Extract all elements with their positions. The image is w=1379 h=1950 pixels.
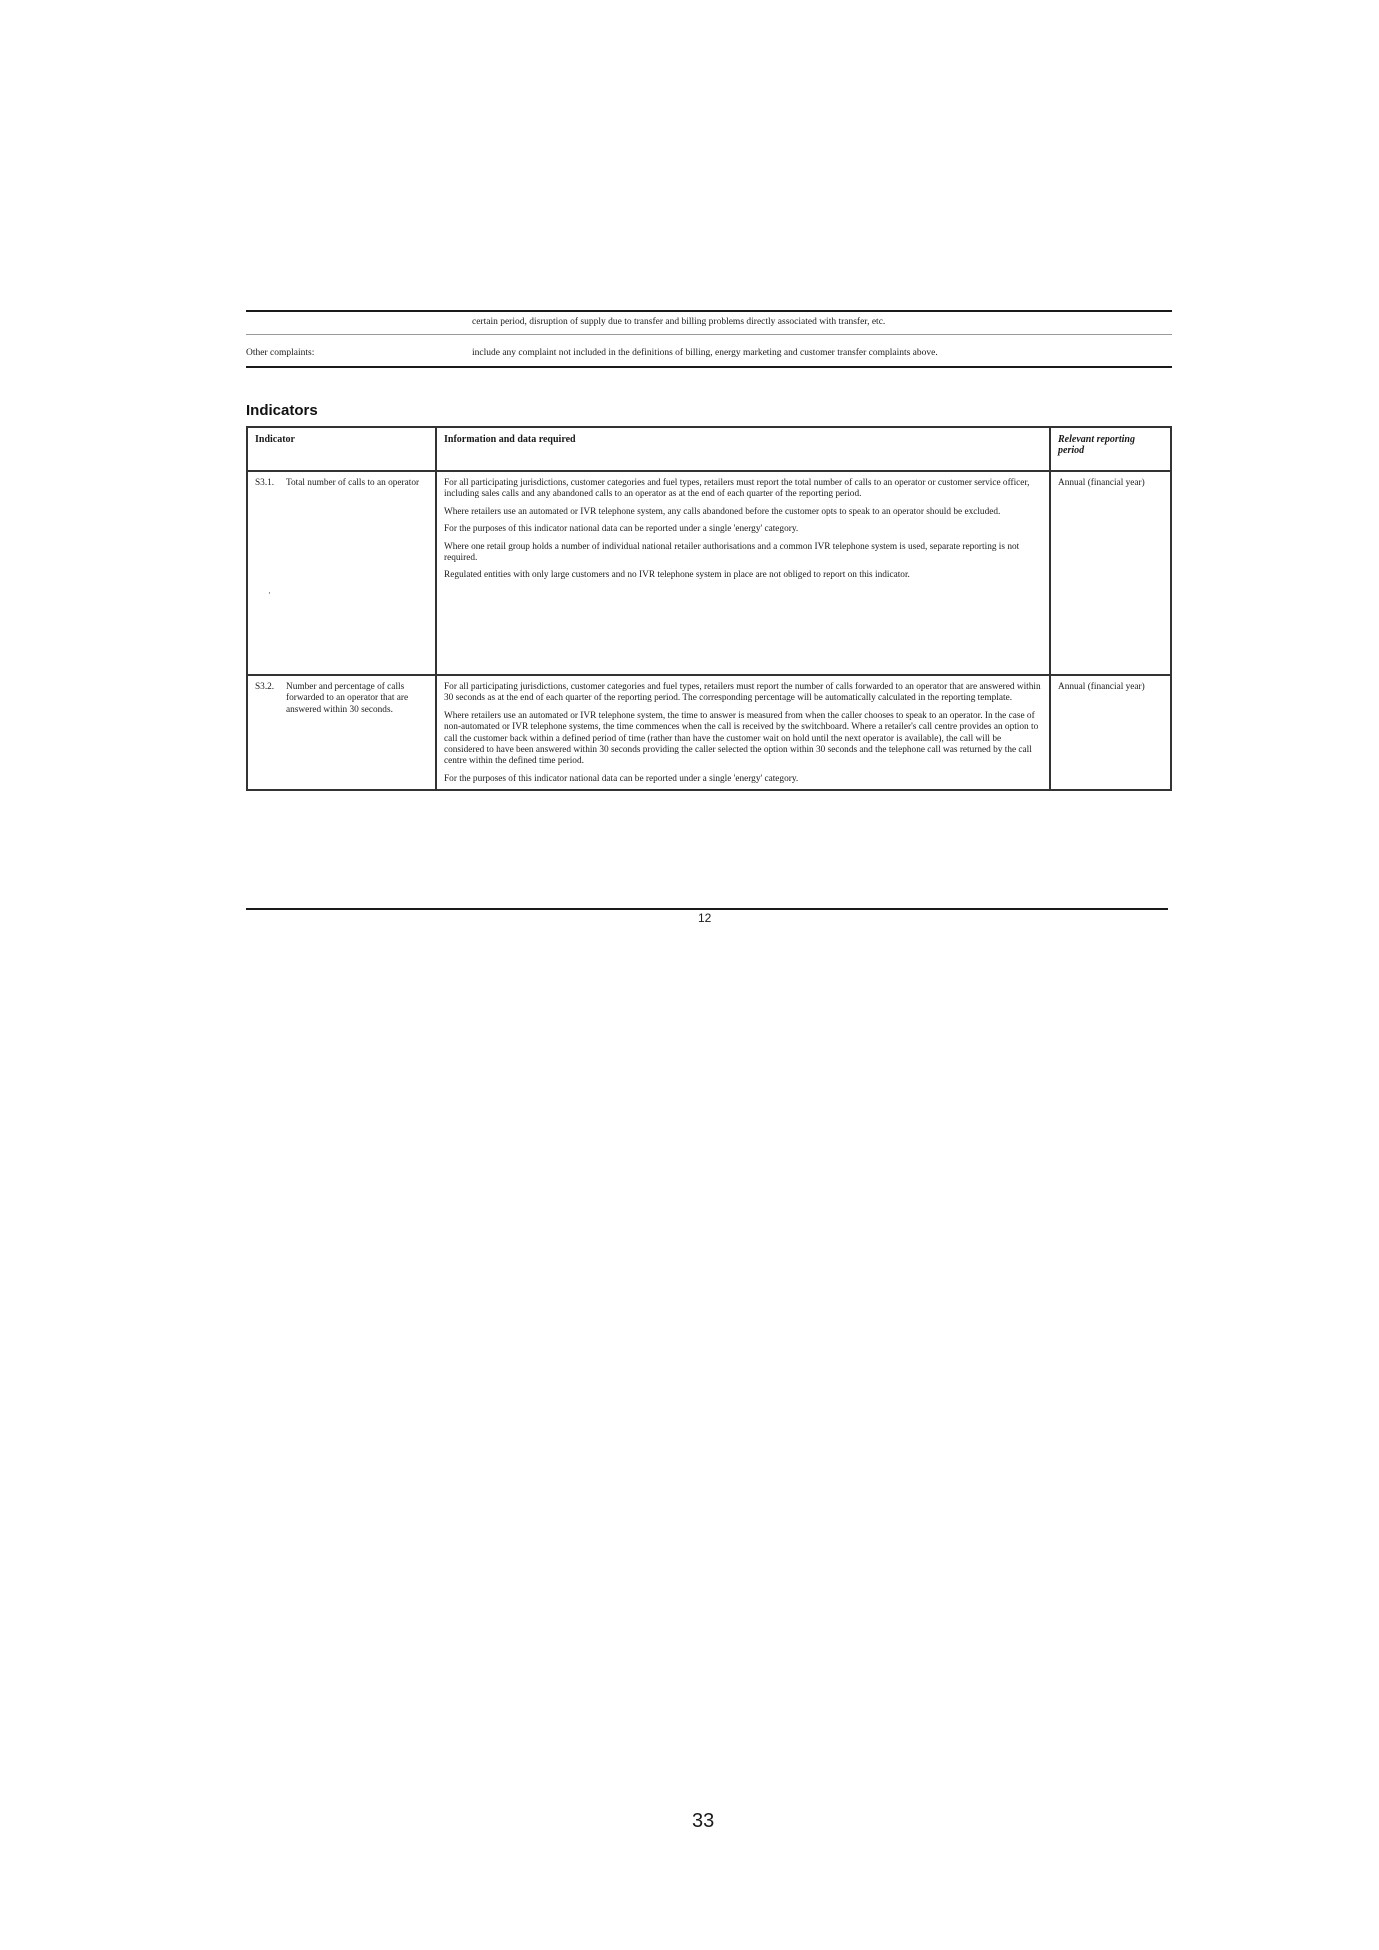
header-indicator: Indicator [247,427,436,471]
section-heading: Indicators [246,402,318,419]
definition-divider [246,334,1172,335]
definitions-bottom-rule [246,366,1172,368]
header-info: Information and data required [436,427,1050,471]
table-row [247,471,1171,675]
period-cell: Annual (financial year) [1050,471,1171,675]
footer-rule [246,908,1168,910]
info-paragraph: Where one retail group holds a number of individual national retailer authorisations and a common IVR telephone system is used, separate reporting is not required. [444,541,1020,564]
info-paragraph: Where retailers use an automated or IVR telephone system, the time to answer is measured from when the caller chooses to speak to an operator. In the case of non-automated or IVR telephone systems, the time commences when the call is received by the switchboard. Where a retailer's call centre provides an option to call the customer back within a defined period of time (rather than have the customer wait on hold until the next operator is available), the call will be considered to have been answered within 30 seconds providing the caller selected the option within 30 seconds and the telephone call was returned by the call centre within the defined time period. [444,710,1039,767]
indicator-cell [247,675,436,790]
page-number: 33 [692,1810,715,1832]
definition-text: include any complaint not included in the definitions of billing, energy marketing and customer transfer complaints above. [472,348,938,358]
period-cell: Annual (financial year) [1050,675,1171,790]
indicator-id: S3.1. [255,478,275,488]
indicator-name: Number and percentage of calls forwarded to an operator that are answered within 30 seconds. [286,682,409,715]
info-paragraph: For the purposes of this indicator national data can be reported under a single 'energy' category. [444,524,799,535]
table-row [247,675,1171,790]
table-header-row [247,427,1171,471]
top-rule [246,310,1172,312]
info-paragraph: For all participating jurisdictions, customer categories and fuel types, retailers must report the number of calls forwarded to an operator that are answered within 30 seconds as at the end of each quarter of the reporting period. The corresponding percentage will be automatically calculated in the reporting template. [444,682,1041,704]
indicators-table [246,426,1172,791]
info-paragraph: For the purposes of this indicator national data can be reported under a single 'energy' category. [444,773,799,784]
definition-continuation-text: certain period, disruption of supply due to transfer and billing problems directly associated with transfer, etc. [472,317,886,327]
info-cell [436,675,1050,790]
info-paragraph: Where retailers use an automated or IVR telephone system, any calls abandoned before the customer opts to speak to an operator should be excluded. [444,506,1001,517]
stray-mark: · [268,588,271,598]
inner-page-number: 12 [698,911,712,925]
info-cell [436,471,1050,675]
indicator-id: S3.2. [255,682,275,692]
indicator-name: Total number of calls to an operator [286,478,420,488]
info-paragraph: For all participating jurisdictions, customer categories and fuel types, retailers must report the total number of calls to an operator or customer service officer, including sales calls and any abandoned calls to an operator as at the end of each quarter of the reporting period. [444,478,1030,500]
header-period: Relevant reporting period [1050,427,1171,471]
indicator-cell [247,471,436,675]
definition-label: Other complaints: [246,348,315,358]
info-paragraph: Regulated entities with only large customers and no IVR telephone system in place are not obliged to report on this indicator. [444,570,910,581]
